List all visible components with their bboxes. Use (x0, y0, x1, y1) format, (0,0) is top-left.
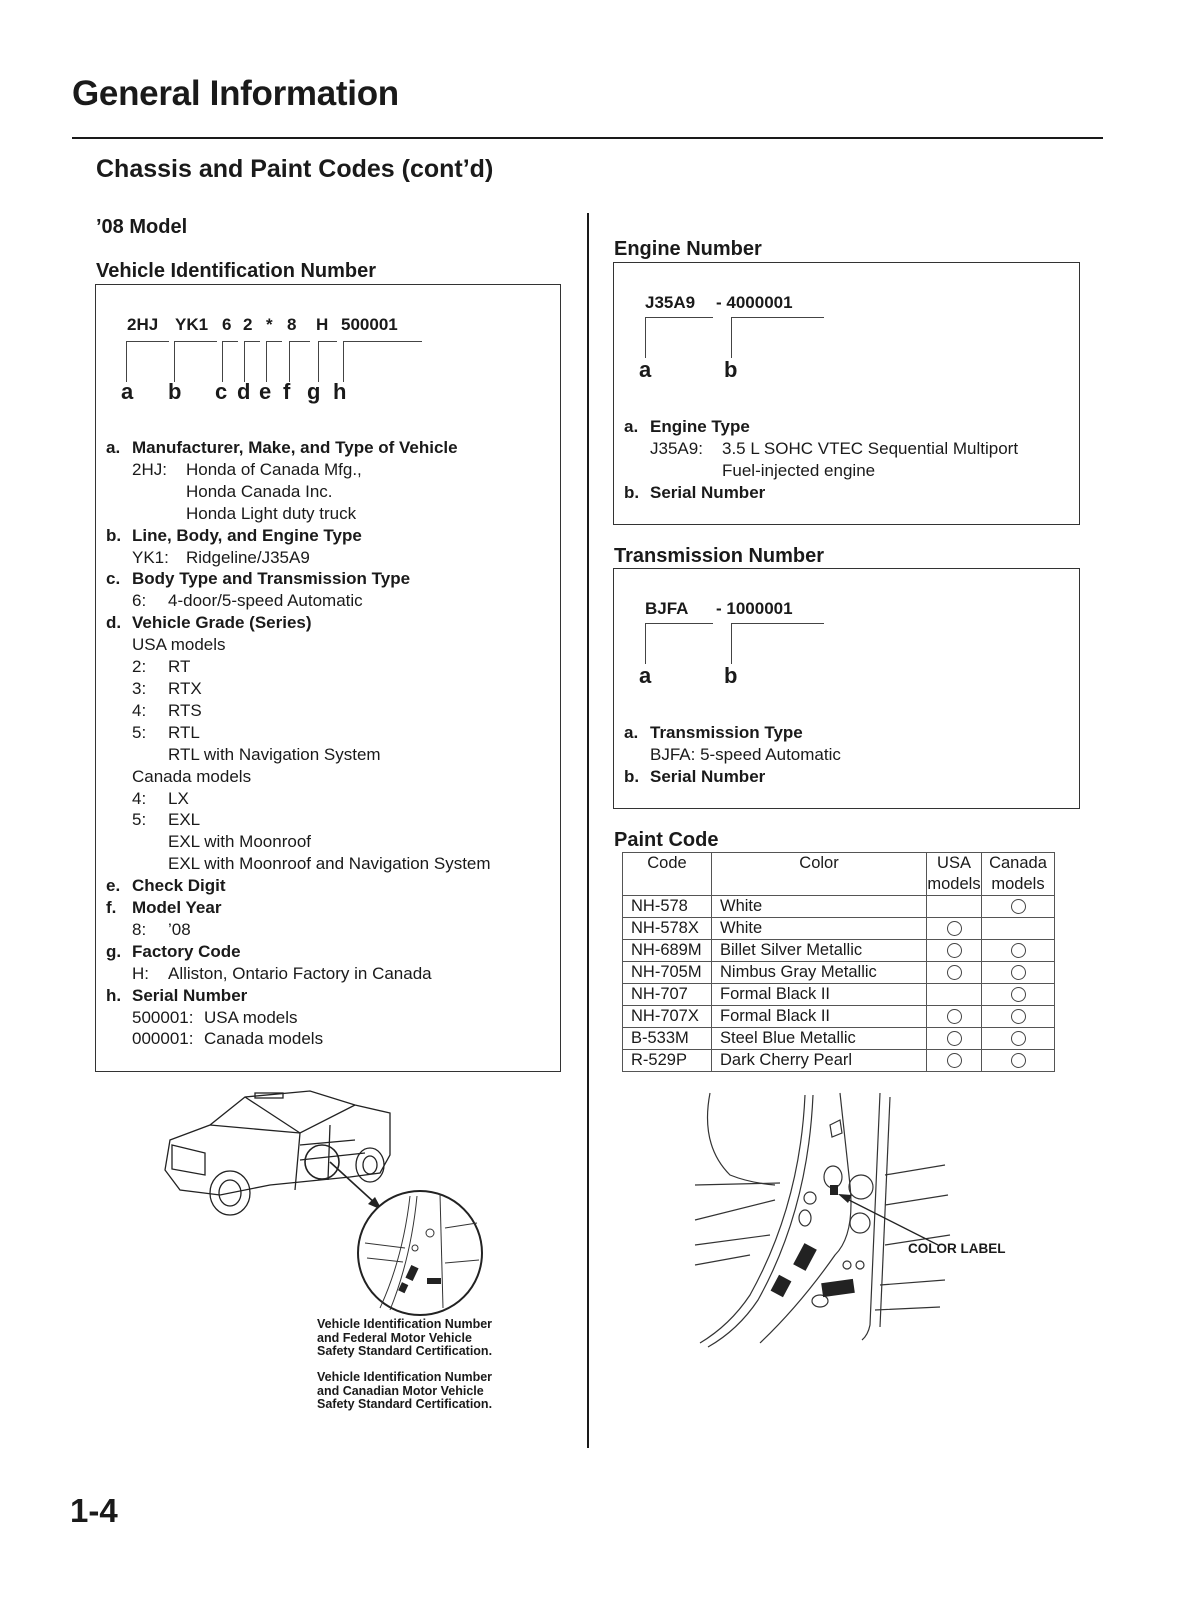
transmission-bracket (731, 623, 824, 664)
vin-segment: H (316, 315, 329, 334)
col-usa: USA models (927, 853, 982, 896)
table-row: B-533M Steel Blue Metallic (623, 1028, 1055, 1050)
availability-circle-icon (1011, 987, 1026, 1002)
availability-circle-icon (947, 1009, 962, 1024)
vin-segment: 6 (222, 315, 232, 334)
legend-item-c: c. Body Type and Transmission Type (106, 569, 411, 589)
vin-letter: e (259, 379, 272, 404)
engine-serial: - 4000001 (716, 293, 793, 312)
color-label-location-icon (690, 1085, 1020, 1355)
vin-letter: c (215, 379, 228, 404)
vin-segment: 8 (287, 315, 297, 334)
vin-letter: h (333, 379, 347, 404)
vin-segment: YK1 (175, 315, 209, 334)
engine-letter: a (639, 357, 652, 382)
engine-box (613, 262, 1080, 525)
vin-heading: Vehicle Identification Number (96, 260, 377, 282)
engine-legend: a. Engine Type J35A9: 3.5 L SOHC VTEC Sequential Multiport Fuel-injected engine b. Serial Number (624, 417, 1019, 502)
transmission-letter: b (724, 663, 738, 688)
vin-segment: 2 (243, 315, 253, 334)
legend-item-a: a. Manufacturer, Make, and Type of Vehicle (106, 438, 458, 457)
paint-heading: Paint Code (614, 829, 719, 851)
vin-bracket (174, 341, 217, 382)
col-code: Code (623, 853, 712, 896)
transmission-letter: a (639, 663, 652, 688)
availability-circle-icon (1011, 1031, 1026, 1046)
availability-circle-icon (947, 1053, 962, 1068)
vin-federal-caption: Vehicle Identification Number and Federal Motor Vehicle Safety Standard Certification. (317, 1317, 493, 1358)
col-color: Color (712, 853, 927, 896)
transmission-box (613, 568, 1080, 809)
color-label-caption: COLOR LABEL (908, 1241, 1006, 1256)
engine-code: J35A9 (645, 293, 696, 312)
vin-letter: g (307, 379, 321, 404)
vin-bracket (343, 341, 422, 382)
engine-letter: b (724, 357, 738, 382)
availability-circle-icon (1011, 1053, 1026, 1068)
vin-segment: 500001 (341, 315, 398, 334)
paint-table-body (623, 896, 1055, 1072)
page-title: General Information (72, 74, 399, 113)
table-row: R-529P Dark Cherry Pearl (623, 1050, 1055, 1072)
legend-item-b: b. Line, Body, and Engine Type (106, 525, 362, 545)
column-divider (587, 213, 589, 1448)
availability-circle-icon (947, 1031, 962, 1046)
vin-box (95, 284, 561, 1072)
vin-letter: d (237, 379, 251, 404)
legend-item-f: f. Model Year (106, 898, 222, 918)
transmission-serial: - 1000001 (716, 599, 793, 618)
transmission-bracket (645, 623, 713, 664)
availability-circle-icon (1011, 899, 1026, 914)
availability-circle-icon (947, 943, 962, 958)
legend-item-d: d. Vehicle Grade (Series) (106, 613, 312, 633)
section-title: Chassis and Paint Codes (cont’d) (96, 155, 494, 183)
table-row: NH-707X Formal Black II (623, 1006, 1055, 1028)
transmission-code: BJFA (645, 599, 689, 618)
transmission-heading: Transmission Number (614, 545, 825, 567)
engine-heading: Engine Number (614, 238, 762, 260)
vin-bracket (244, 341, 260, 382)
paint-table-header (623, 853, 1055, 896)
vin-letter: b (168, 379, 182, 404)
transmission-legend: a. Transmission Type BJFA: 5-speed Automatic b. Serial Number (624, 723, 841, 786)
vin-letter: f (283, 379, 291, 404)
col-canada: Canada models (982, 853, 1055, 896)
page-number: 1-4 (70, 1492, 118, 1529)
vin-bracket (266, 341, 282, 382)
vin-segment: * (266, 315, 273, 334)
table-row: NH-707 Formal Black II (623, 984, 1055, 1006)
availability-circle-icon (947, 965, 962, 980)
table-row: NH-689M Billet Silver Metallic (623, 940, 1055, 962)
engine-bracket (645, 317, 713, 358)
legend-item-e: e. Check Digit (106, 876, 226, 896)
availability-circle-icon (1011, 943, 1026, 958)
vin-bracket (289, 341, 310, 382)
vin-letter: a (121, 379, 134, 404)
table-row: NH-578 White (623, 896, 1055, 918)
engine-bracket (731, 317, 824, 358)
vin-bracket (222, 341, 238, 382)
availability-circle-icon (1011, 965, 1026, 980)
vin-bracket (126, 341, 169, 382)
vin-bracket (318, 341, 337, 382)
legend-item-h: h. Serial Number (106, 985, 248, 1005)
model-heading: ’08 Model (96, 216, 188, 238)
vin-segment: 2HJ (127, 315, 159, 334)
table-row: NH-578X White (623, 918, 1055, 940)
table-row: NH-705M Nimbus Gray Metallic (623, 962, 1055, 984)
title-divider (72, 137, 1103, 139)
availability-circle-icon (1011, 1009, 1026, 1024)
door-pillar-detail-icon (355, 1188, 485, 1318)
vin-legend: a. Manufacturer, Make, and Type of Vehicle 2HJ: Honda of Canada Mfg., Honda Canada Inc. Honda Light duty truck b. Line, Body, and Engine Type YK1: Ridgeline/J35A9 c. Body Type and Transmission Type 6: 4-door/5-speed Automatic d. Vehicle Grade (Series) USA models 2: RT 3: RTX 4: RTS 5: RTL RTL with Navigation System Canada models 4: LX 5: EXL EXL with Moonroof EXL with Moonroof and Navigation System e. Check Digit f. Model Year 8: ’08 g. Factory Code H: Alliston, Ontario Factory in Canada h. Serial Number 500001: USA models 000001: Canada models (106, 438, 491, 1049)
paint-code-table (622, 852, 1055, 1072)
vin-canadian-caption: Vehicle Identification Number and Canadian Motor Vehicle Safety Standard Certification. (317, 1370, 493, 1411)
legend-item-g: g. Factory Code (106, 941, 241, 961)
availability-circle-icon (947, 921, 962, 936)
